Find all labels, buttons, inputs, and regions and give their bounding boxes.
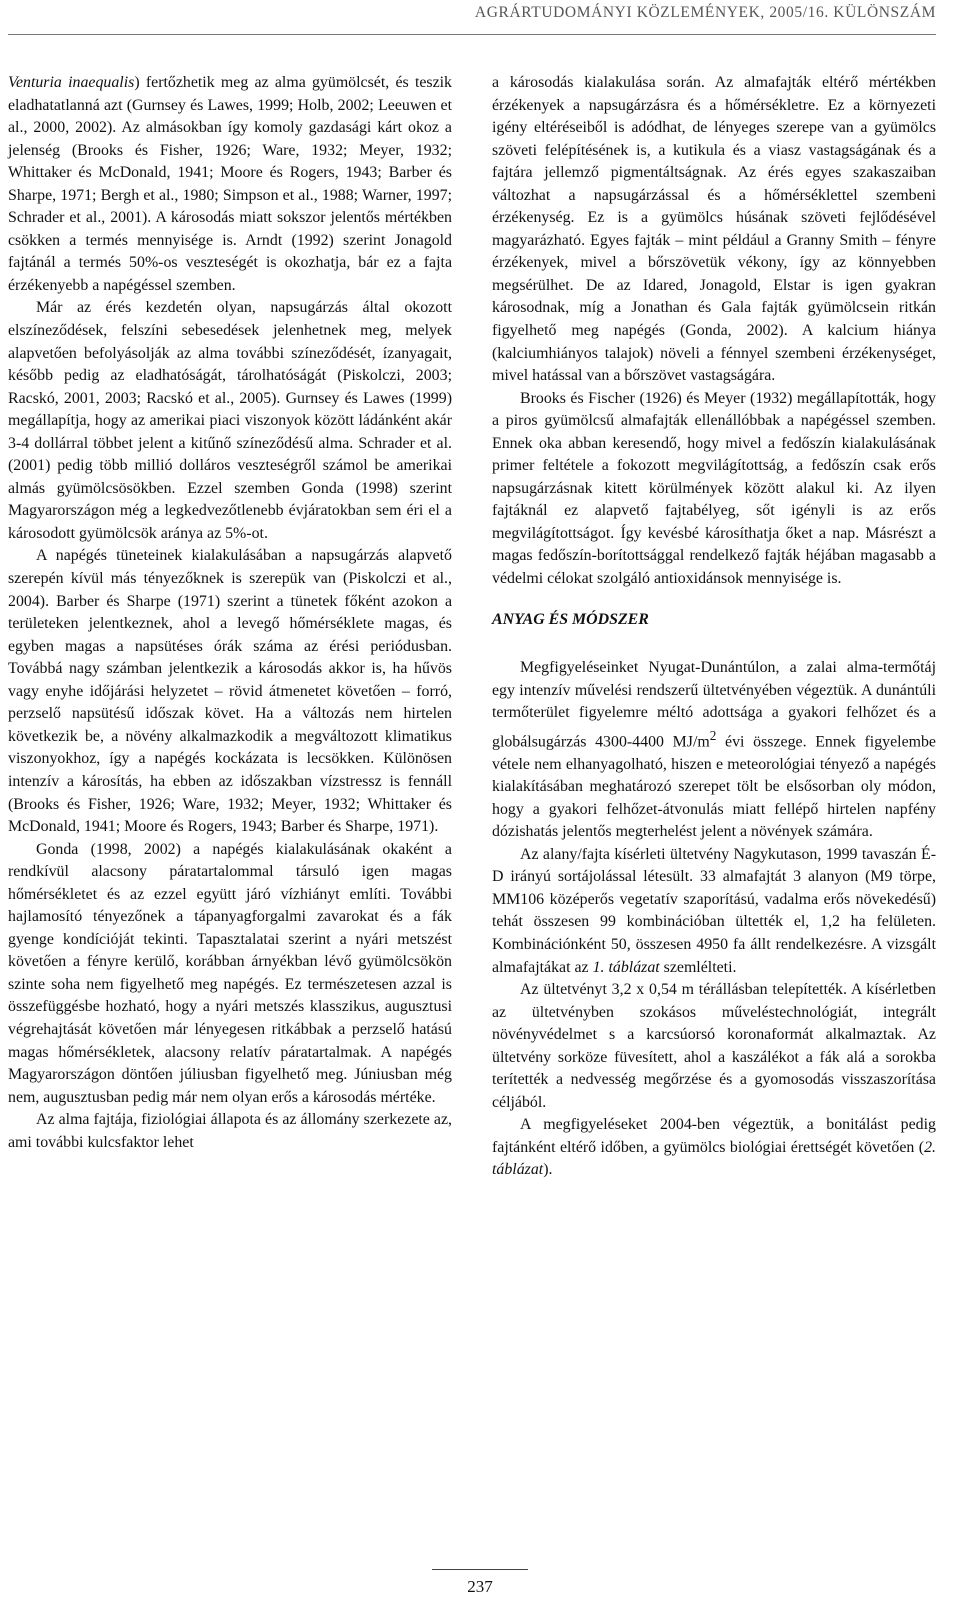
left-paragraph-4: Gonda (1998, 2002) a napégés kialakulásának okaként a rendkívül alacsony páratartalommal társuló igen magas hőmérsékletet és az ezzel együtt járó vízhiányt említi. További hajlamosító tényezőnek a tápanyagforgalmi zavarokat és a fák gyenge kondícióját tekinti. Tapasztalatai szerint a nyári metszést követően a fényre kerülő, korábban árnyékban lévő gyümölcsökön szinte soha nem figyelhető meg napégés. Ez természetesen azzal is összefüggésbe hozható, hogy a nyári metszés klasszikus, augusztusi végrehajtását követően már lényegesen ritkábbak a perzselő hatású magas hőmérsékletek, alacsony relatív páratartalmak. A napégés Magyarországon döntően júliusban figyelhető meg. Júniusban még nem, augusztusban pedig már nem olyan erős a károsodás mértéke. — [8, 840, 452, 1106]
right-column — [492, 72, 936, 1182]
species-name: Venturia inaequalis — [8, 74, 135, 91]
right-paragraph-3-tail: évi összege. Ennek figyelembe vétele nem elhanyagolható, hiszen e meteorológiai tényező a napégés kialakításában meghatározó szerepet tölt be elsősorban oly módon, hogy a gyakori felhőzet-átvonulás miatt fellépő hirtelen napfény dózishatás jelentős megterhelést jelent a növények számára. — [492, 733, 936, 841]
right-paragraph-5: Az ültetvényt 3,2 x 0,54 m térállásban telepítették. A kísérletben az ültetvényben szokásos műveléstechnológiát, integrált növényvédelmet s a karcsúorsó koronaformát alkalmaztak. Az ültetvény sorköze füvesített, ahol a kaszálékot a fák alá a sorokba terítették a nedvesség megőrzése és a gyomosodás visszaszorítása céljából. — [492, 981, 936, 1111]
right-paragraph-4 — [492, 844, 936, 979]
right-paragraph-3 — [492, 657, 936, 844]
right-paragraph-1: a károsodás kialakulása során. Az almafajták eltérő mértékben érzékenyek a napsugárzásra és a hőmérsékletre. Ez a környezeti igény eltéréseiből is adódhat, de lényeges szerepe van a gyümölcs szöveti felépítésének is, a kutikula és a viasz vastagságának és a fajtára jellemző pigmentáltságnak. Az érés egyes szakaszaiban változhat a napsugárzással és a hőmérséklettel szembeni érzékenység. Ez is a gyümölcs húsának szöveti fejlődésével magyarázható. Egyes fajták – mint például a Granny Smith – fényre érzékenyek, mivel a bőrszövetük vékony, így az könnyebben megsérülhet. De az Idared, Jonagold, Elstar is igen gyakran károsodnak, míg a Jonathan és Gala fajták gyümölcsein ritkán figyelhető meg napégés (Gonda, 2002). A kalcium hiánya (kalciumhiányos talajok) növeli a fénnyel szembeni érzékenységet, mivel hatással van a bőrszövet vastagságára. — [492, 74, 936, 385]
left-paragraph-5: Az alma fajtája, fiziológiai állapota és az állomány szerkezete az, ami további kulcsfaktor lehet — [8, 1111, 452, 1151]
left-paragraph-2: Már az érés kezdetén olyan, napsugárzás által okozott elszíneződések, felszíni sebesedések jelenhetnek meg, melyek alapvetően befolyásolják az alma további színeződését, ízanyagait, később pedig az eladhatóságát, tárolhatóságát (Piskolczi, 2003; Racskó, 2001, 2003; Racskó et al., 2005). Gurnsey és Lawes (1999) megállapítja, hogy az amerikai piaci viszonyok között ládánként akár 3-4 dollárral többet jelent a kitűnő színeződésű alma. Schrader et al. (2001) pedig több millió dolláros veszteségről számol be amerikai almás gyümölcsösökben. Ezzel szemben Gonda (1998) szerint Magyarországon még a legkedvezőtlenebb évjáratokban sem éri el a károsodott gyümölcsök aránya az 5%-ot. — [8, 299, 452, 542]
left-paragraph-1-text: ) fertőzhetik meg az alma gyümölcsét, és teszik eladhatatlanná azt (Gurnsey és Lawes, 1999; Holb, 2002; Leeuwen et al., 2000, 2002). Az almásokban így komoly gazdasági kárt okoz a jelenség (Brooks és Fisher, 1926; Ware, 1932; Meyer, 1932; Whittaker és McDonald, 1941; Moore és Rogers, 1943; Barber és Sharpe, 1971; Bergh et al., 1980; Simpson et al., 1988; Warner, 1997; Schrader et al., 2001). A károsodás miatt sokszor jelentős mértékben csökken a termés mennyisége is. Arndt (1992) szerint Jonagold fajtánál a termés 50%-os veszteségét is okozhatja, bár ez a fajta érzékenyebb a napégéssel szemben. — [8, 74, 453, 294]
footer-divider — [432, 1569, 528, 1570]
running-header: AGRÁRTUDOMÁNYI KÖZLEMÉNYEK, 2005/16. KÜLÖNSZÁM — [474, 4, 936, 21]
right-paragraph-6 — [492, 1114, 936, 1182]
right-paragraph-3-text: Megfigyeléseinket Nyugat-Dunántúlon, a zalai alma-termőtáj egy intenzív művelési rendszerű ültetvényében végeztük. A dunántúli termőterület figyelemre méltó adottsága a gyakori felhőzet és a globálsugárzás 4300-4400 MJ/m — [492, 659, 936, 751]
left-paragraph-1 — [8, 72, 452, 297]
right-paragraph-4-tail: szemlélteti. — [659, 958, 737, 976]
right-paragraph-6-text: A megfigyeléseket 2004-ben végeztük, a bonitálást pedig fajtánként eltérő időben, a gyümölcs biológiai érettségét követően ( — [492, 1116, 936, 1156]
left-column — [8, 72, 452, 1154]
right-paragraph-4-text: Az alany/fajta kísérleti ültetvény Nagykutason, 1999 tavaszán É-D irányú sortájolással létesült. 33 almafajtát 3 alanyon (M9 törpe, MM106 középerős vegetatív szaporítású, vadalma erős növekedésű) tehát összesen 99 kombinációban ültették el, 1,2 ha felületen. Kombinációnként 50, összesen 4950 fa állt rendelkezésre. A vizsgált almafajtákat az — [492, 845, 936, 976]
page-number: 237 — [467, 1577, 493, 1596]
right-paragraph-6-tail: ). — [543, 1161, 553, 1179]
table-1-reference: 1. táblázat — [592, 958, 660, 976]
header-divider — [8, 34, 936, 35]
section-title: ANYAG ÉS MÓDSZER — [492, 610, 649, 628]
right-paragraph-2: Brooks és Fischer (1926) és Meyer (1932) megállapították, hogy a piros gyümölcsű almafajták ellenállóbbak a napégéssel szemben. Ennek oka abban keresendő, hogy mivel a fedőszín kialakulásának primer feltétele a fokozott megvilágítottság, a fedőszín csak erős napsugárzásnak kitett körülmények között alakul ki. Az ilyen fajtáknál ez alapvető fajtabélyeg, sőt igényli is az erős megvilágítottságot. Így kevésbé károsíthatja őket a nap. Másrészt a magas fedőszín-borítottsággal rendelkező fajták héjában magasabb a védelmi célokat szolgáló antioxidánsok mennyisége is. — [492, 389, 936, 588]
table-2-reference: 2. táblázat — [492, 1138, 936, 1179]
left-paragraph-3: A napégés tüneteinek kialakulásában a napsugárzás alapvető szerepén kívül más tényezőknek is szerepük van (Piskolczi et al., 2004). Barber és Sharpe (1971) szerint a tünetek főként azokon a területeken jelentkeznek, ahol a levegő hőmérséklete magas, és egyben magas a napsütéses órák száma az érési periódusban. Továbbá nagy számban jelentkezik a károsodás akkor is, ha hűvös vagy enyhe időjárási helyzetet – rövid átmenetet követően – forró, perzselő napsütésű időszak követ. Ha a változás nem hirtelen következik be, a növény alkalmazkodik a megváltozott klimatikus viszonyokhoz, így a napégés kockázata is lecsökken. Különösen intenzív a károsítás, ha ebben az időszakban vízstressz is fennáll (Brooks és Fisher, 1926; Ware, 1932; Meyer, 1932; Whittaker és McDonald, 1941; Moore és Rogers, 1943; Barber és Sharpe, 1971). — [8, 547, 452, 836]
superscript: 2 — [709, 727, 717, 743]
